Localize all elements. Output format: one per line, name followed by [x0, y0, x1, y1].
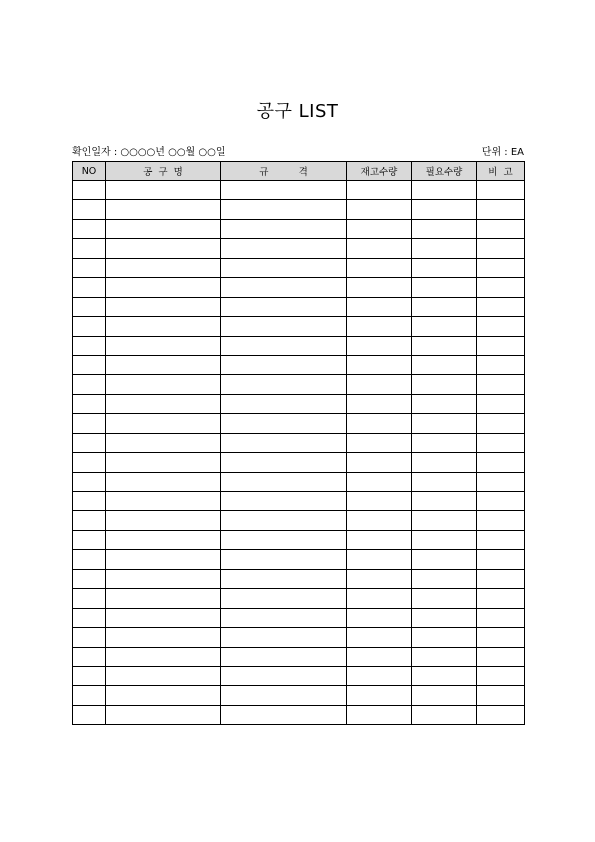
cell-stock-quantity: [347, 666, 412, 685]
header-stock-quantity: 재고수량: [347, 162, 412, 181]
cell-tool-name: [106, 511, 221, 530]
cell-remarks: [477, 414, 525, 433]
table-row: [73, 530, 525, 549]
cell-tool-name: [106, 608, 221, 627]
cell-specification: [221, 200, 347, 219]
cell-remarks: [477, 492, 525, 511]
cell-tool-name: [106, 492, 221, 511]
cell-required-quantity: [412, 647, 477, 666]
cell-no: [73, 258, 106, 277]
cell-stock-quantity: [347, 433, 412, 452]
cell-stock-quantity: [347, 492, 412, 511]
cell-specification: [221, 472, 347, 491]
check-date-label: 확인일자 : ○○○○년 ○○월 ○○일: [72, 147, 226, 158]
cell-tool-name: [106, 336, 221, 355]
cell-required-quantity: [412, 492, 477, 511]
table-row: [73, 375, 525, 394]
cell-stock-quantity: [347, 705, 412, 724]
cell-stock-quantity: [347, 647, 412, 666]
cell-remarks: [477, 472, 525, 491]
table-row: [73, 336, 525, 355]
cell-required-quantity: [412, 181, 477, 200]
table-row: [73, 492, 525, 511]
cell-remarks: [477, 666, 525, 685]
cell-remarks: [477, 336, 525, 355]
table-row: [73, 666, 525, 685]
cell-no: [73, 608, 106, 627]
cell-no: [73, 569, 106, 588]
table-row: [73, 200, 525, 219]
cell-required-quantity: [412, 705, 477, 724]
cell-required-quantity: [412, 394, 477, 413]
cell-required-quantity: [412, 317, 477, 336]
cell-required-quantity: [412, 258, 477, 277]
cell-stock-quantity: [347, 258, 412, 277]
table-row: [73, 317, 525, 336]
cell-remarks: [477, 394, 525, 413]
document-title: 공구 LIST: [256, 101, 339, 122]
cell-remarks: [477, 628, 525, 647]
cell-remarks: [477, 433, 525, 452]
table-row: [73, 181, 525, 200]
cell-tool-name: [106, 686, 221, 705]
cell-required-quantity: [412, 569, 477, 588]
cell-remarks: [477, 219, 525, 238]
cell-specification: [221, 355, 347, 374]
cell-tool-name: [106, 666, 221, 685]
cell-tool-name: [106, 278, 221, 297]
cell-required-quantity: [412, 589, 477, 608]
cell-stock-quantity: [347, 219, 412, 238]
cell-stock-quantity: [347, 589, 412, 608]
cell-no: [73, 666, 106, 685]
table-row: [73, 686, 525, 705]
cell-required-quantity: [412, 219, 477, 238]
cell-required-quantity: [412, 511, 477, 530]
cell-remarks: [477, 705, 525, 724]
cell-stock-quantity: [347, 336, 412, 355]
cell-tool-name: [106, 569, 221, 588]
cell-specification: [221, 297, 347, 316]
cell-remarks: [477, 317, 525, 336]
cell-specification: [221, 453, 347, 472]
cell-remarks: [477, 258, 525, 277]
cell-specification: [221, 317, 347, 336]
cell-remarks: [477, 278, 525, 297]
cell-specification: [221, 181, 347, 200]
cell-no: [73, 472, 106, 491]
cell-stock-quantity: [347, 317, 412, 336]
table-row: [73, 647, 525, 666]
cell-no: [73, 394, 106, 413]
cell-remarks: [477, 375, 525, 394]
cell-required-quantity: [412, 200, 477, 219]
cell-stock-quantity: [347, 472, 412, 491]
cell-required-quantity: [412, 355, 477, 374]
header-remarks: 비 고: [477, 162, 525, 181]
cell-stock-quantity: [347, 608, 412, 627]
cell-required-quantity: [412, 608, 477, 627]
cell-no: [73, 705, 106, 724]
cell-no: [73, 492, 106, 511]
cell-stock-quantity: [347, 239, 412, 258]
cell-required-quantity: [412, 666, 477, 685]
header-tool-name: 공 구 명: [106, 162, 221, 181]
table-row: [73, 297, 525, 316]
cell-tool-name: [106, 394, 221, 413]
cell-specification: [221, 550, 347, 569]
cell-no: [73, 336, 106, 355]
cell-tool-name: [106, 355, 221, 374]
cell-no: [73, 375, 106, 394]
cell-no: [73, 647, 106, 666]
cell-stock-quantity: [347, 414, 412, 433]
cell-specification: [221, 492, 347, 511]
cell-required-quantity: [412, 336, 477, 355]
cell-required-quantity: [412, 453, 477, 472]
cell-required-quantity: [412, 433, 477, 452]
cell-stock-quantity: [347, 375, 412, 394]
cell-tool-name: [106, 200, 221, 219]
cell-tool-name: [106, 181, 221, 200]
cell-stock-quantity: [347, 530, 412, 549]
cell-stock-quantity: [347, 453, 412, 472]
cell-stock-quantity: [347, 181, 412, 200]
unit-label: 단위 : EA: [481, 147, 524, 158]
cell-no: [73, 239, 106, 258]
cell-no: [73, 297, 106, 316]
cell-remarks: [477, 550, 525, 569]
cell-stock-quantity: [347, 628, 412, 647]
cell-tool-name: [106, 375, 221, 394]
table-body: [73, 181, 525, 725]
cell-no: [73, 589, 106, 608]
cell-remarks: [477, 181, 525, 200]
cell-stock-quantity: [347, 394, 412, 413]
cell-required-quantity: [412, 239, 477, 258]
cell-tool-name: [106, 705, 221, 724]
table-row: [73, 394, 525, 413]
cell-tool-name: [106, 433, 221, 452]
cell-tool-name: [106, 453, 221, 472]
table-row: [73, 258, 525, 277]
cell-tool-name: [106, 530, 221, 549]
cell-specification: [221, 608, 347, 627]
cell-no: [73, 278, 106, 297]
cell-stock-quantity: [347, 550, 412, 569]
cell-specification: [221, 647, 347, 666]
cell-specification: [221, 569, 347, 588]
cell-tool-name: [106, 297, 221, 316]
cell-remarks: [477, 239, 525, 258]
cell-specification: [221, 628, 347, 647]
cell-required-quantity: [412, 472, 477, 491]
cell-required-quantity: [412, 278, 477, 297]
table-row: [73, 472, 525, 491]
cell-remarks: [477, 647, 525, 666]
table-row: [73, 433, 525, 452]
cell-specification: [221, 414, 347, 433]
cell-remarks: [477, 569, 525, 588]
cell-specification: [221, 433, 347, 452]
cell-stock-quantity: [347, 355, 412, 374]
table-row: [73, 219, 525, 238]
cell-no: [73, 200, 106, 219]
table-header-row: [73, 162, 525, 181]
cell-no: [73, 550, 106, 569]
cell-tool-name: [106, 589, 221, 608]
table-row: [73, 453, 525, 472]
cell-required-quantity: [412, 414, 477, 433]
cell-stock-quantity: [347, 511, 412, 530]
cell-no: [73, 530, 106, 549]
table-row: [73, 569, 525, 588]
cell-required-quantity: [412, 686, 477, 705]
table-row: [73, 511, 525, 530]
cell-no: [73, 219, 106, 238]
table-row: [73, 628, 525, 647]
cell-no: [73, 511, 106, 530]
cell-tool-name: [106, 258, 221, 277]
table-row: [73, 239, 525, 258]
table-row: [73, 589, 525, 608]
cell-remarks: [477, 686, 525, 705]
cell-stock-quantity: [347, 200, 412, 219]
cell-specification: [221, 666, 347, 685]
cell-remarks: [477, 297, 525, 316]
cell-required-quantity: [412, 530, 477, 549]
cell-tool-name: [106, 414, 221, 433]
cell-remarks: [477, 530, 525, 549]
cell-specification: [221, 239, 347, 258]
cell-specification: [221, 705, 347, 724]
cell-tool-name: [106, 550, 221, 569]
cell-required-quantity: [412, 297, 477, 316]
table-row: [73, 355, 525, 374]
cell-remarks: [477, 511, 525, 530]
cell-no: [73, 453, 106, 472]
cell-no: [73, 628, 106, 647]
cell-no: [73, 317, 106, 336]
tool-list-table: [72, 161, 525, 725]
cell-remarks: [477, 453, 525, 472]
cell-remarks: [477, 355, 525, 374]
cell-remarks: [477, 608, 525, 627]
cell-required-quantity: [412, 550, 477, 569]
cell-tool-name: [106, 317, 221, 336]
cell-no: [73, 181, 106, 200]
table-row: [73, 278, 525, 297]
cell-required-quantity: [412, 375, 477, 394]
cell-stock-quantity: [347, 278, 412, 297]
cell-stock-quantity: [347, 569, 412, 588]
cell-stock-quantity: [347, 297, 412, 316]
cell-no: [73, 686, 106, 705]
cell-specification: [221, 219, 347, 238]
table-row: [73, 550, 525, 569]
cell-tool-name: [106, 239, 221, 258]
cell-stock-quantity: [347, 686, 412, 705]
table-row: [73, 414, 525, 433]
cell-required-quantity: [412, 628, 477, 647]
cell-specification: [221, 686, 347, 705]
cell-specification: [221, 278, 347, 297]
cell-tool-name: [106, 628, 221, 647]
cell-no: [73, 433, 106, 452]
cell-no: [73, 414, 106, 433]
cell-specification: [221, 530, 347, 549]
cell-specification: [221, 394, 347, 413]
table-row: [73, 608, 525, 627]
cell-specification: [221, 589, 347, 608]
header-required-quantity: 필요수량: [412, 162, 477, 181]
cell-tool-name: [106, 647, 221, 666]
cell-specification: [221, 375, 347, 394]
cell-specification: [221, 258, 347, 277]
cell-tool-name: [106, 219, 221, 238]
table-row: [73, 705, 525, 724]
cell-remarks: [477, 200, 525, 219]
cell-no: [73, 355, 106, 374]
header-specification: 규 격: [221, 162, 347, 181]
header-no: NO: [73, 162, 106, 181]
cell-specification: [221, 511, 347, 530]
cell-tool-name: [106, 472, 221, 491]
cell-remarks: [477, 589, 525, 608]
cell-specification: [221, 336, 347, 355]
